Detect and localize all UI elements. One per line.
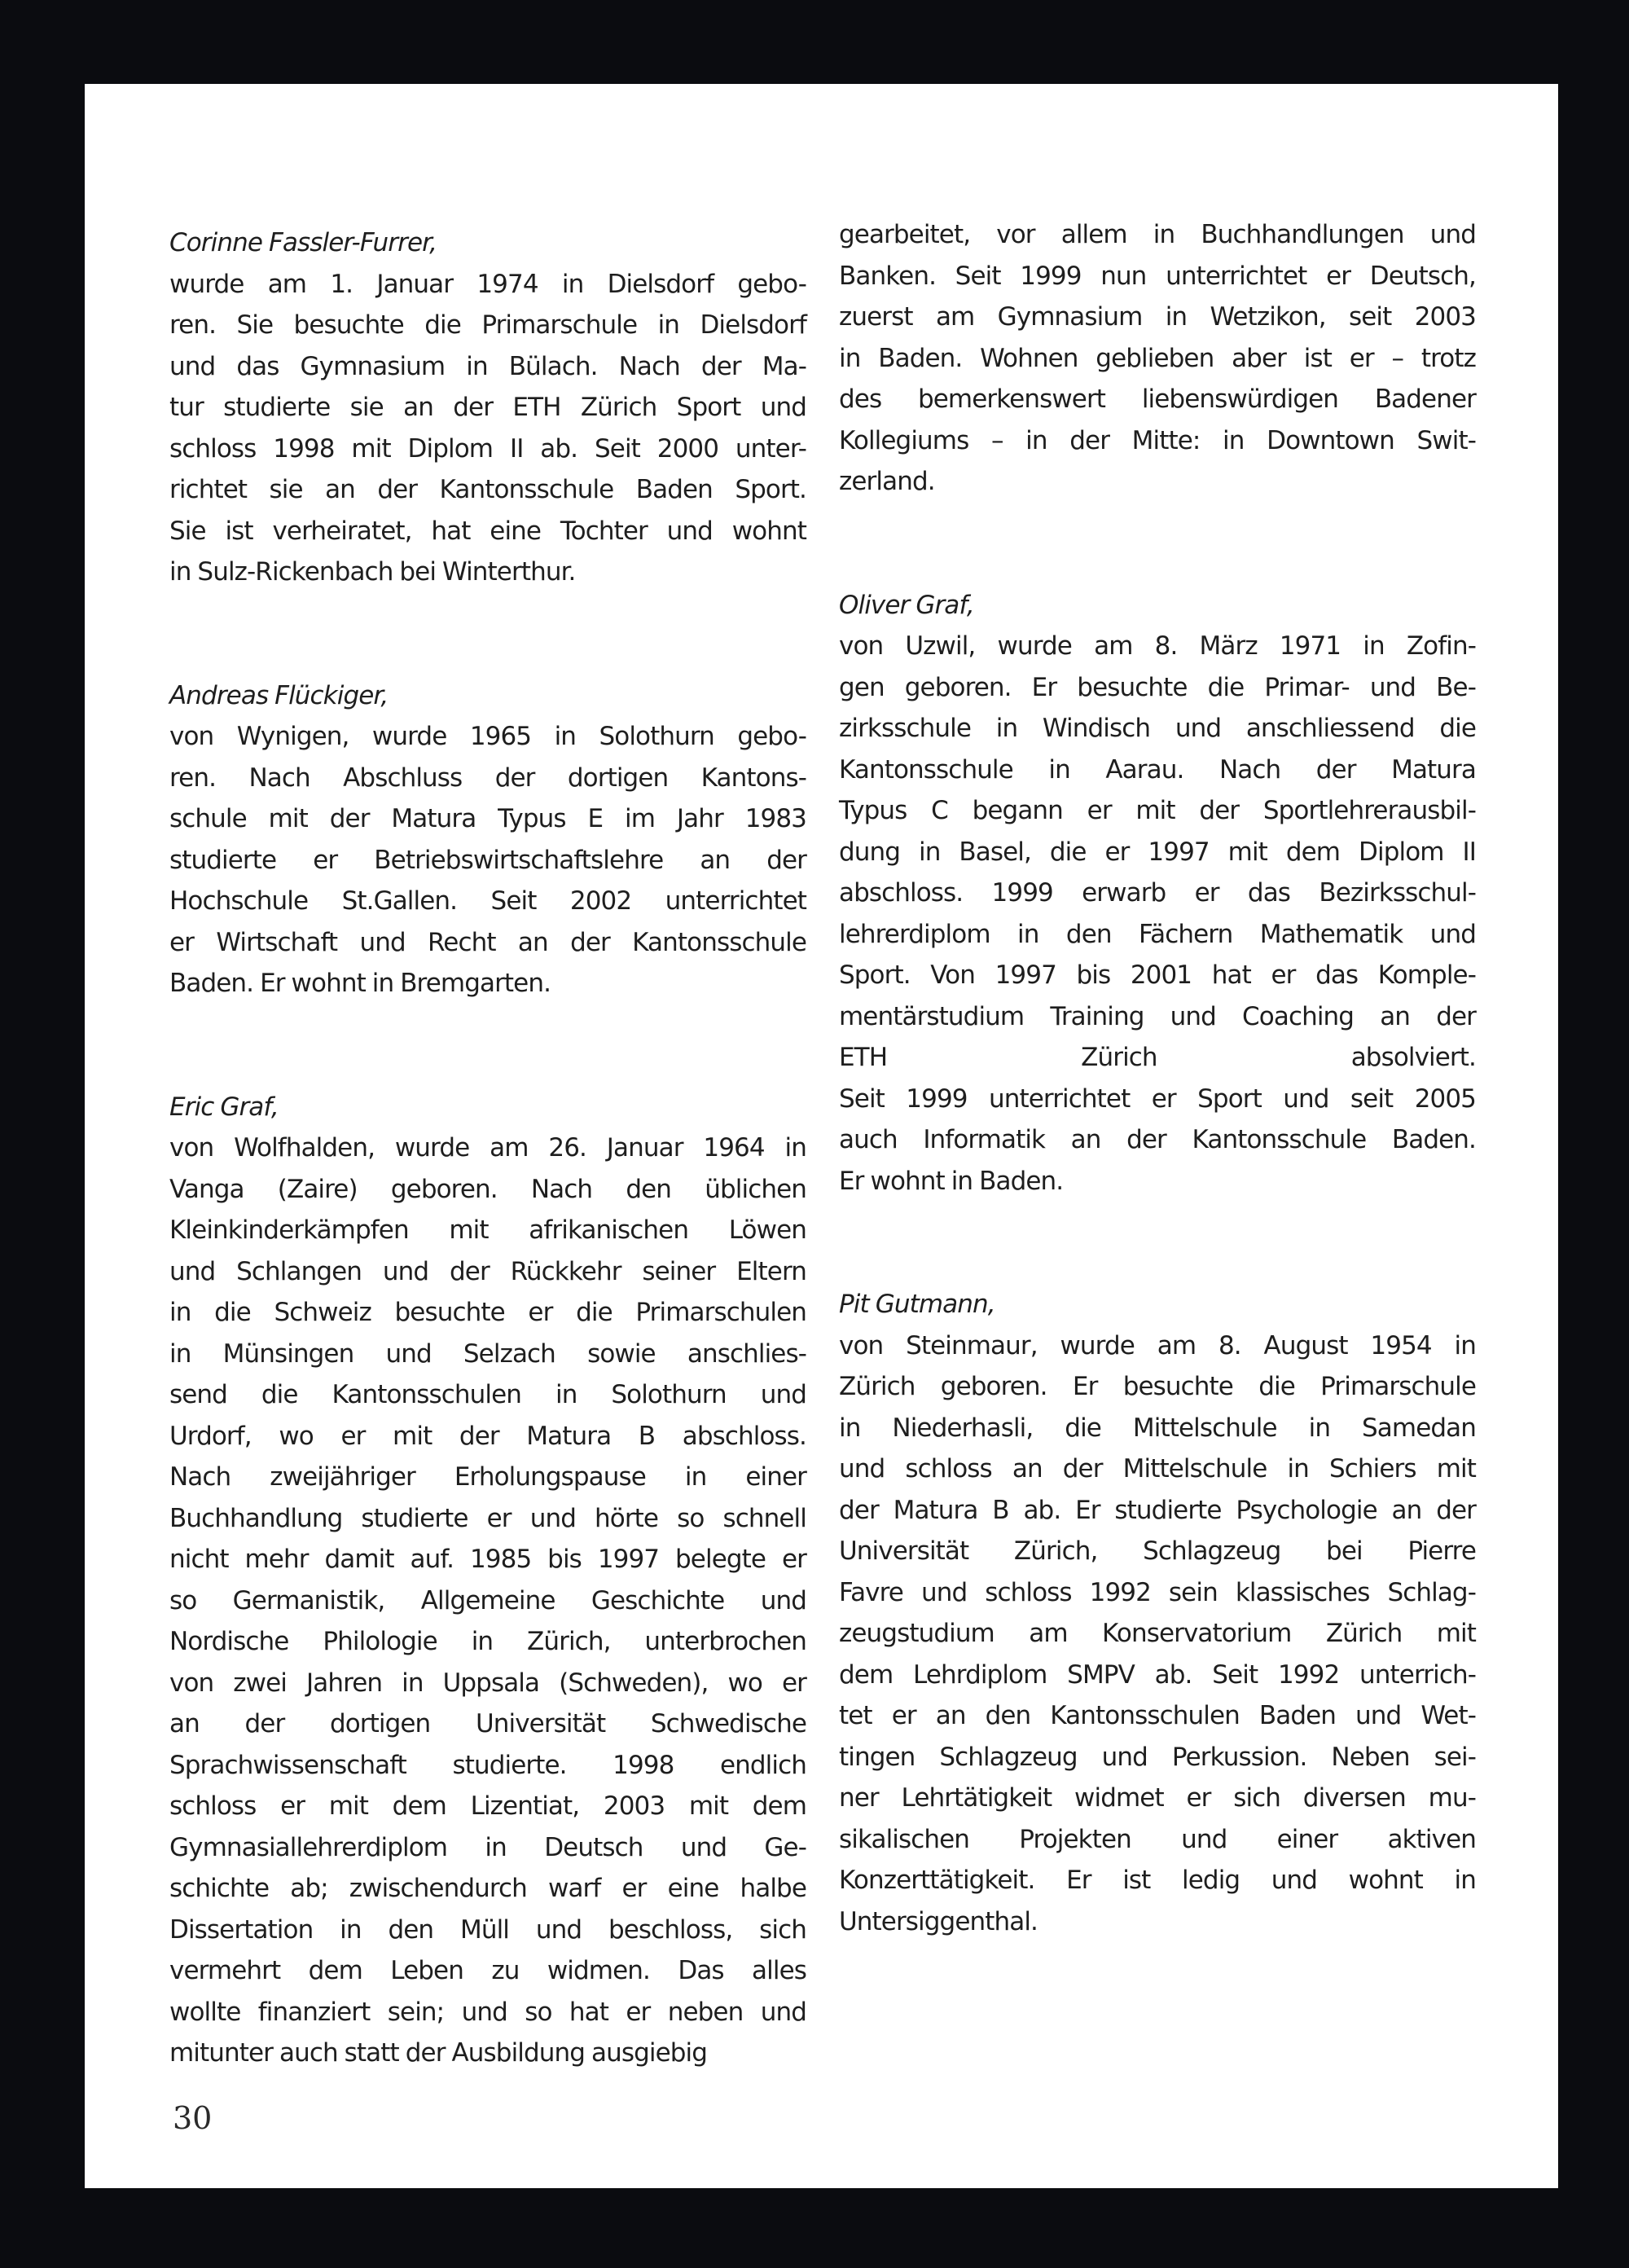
bio-text-line: tingen Schlagzeug und Perkussion. Neben sei- xyxy=(839,1742,1476,1772)
bio-text-line: Dissertation in den Müll und beschloss, sich xyxy=(169,1914,806,1945)
bio-text-line: des bemerkenswert liebenswürdigen Badener xyxy=(839,385,1476,414)
teacher-bio-continuation xyxy=(839,214,1476,503)
bio-text-line: ner Lehrtätigkeit widmet er sich diversen mu- xyxy=(839,1783,1476,1813)
bio-text-line: ren. Nach Abschluss der dortigen Kantons- xyxy=(169,763,806,793)
bio-text-line: zerland. xyxy=(839,467,935,496)
bio-text-line: an der dortigen Universität Schwedische xyxy=(169,1709,806,1738)
bio-text-line: so Germanistik, Allgemeine Geschichte und xyxy=(169,1585,806,1615)
bio-text-line: Sie ist verheiratet, hat eine Tochter und wohnt xyxy=(169,516,806,546)
bio-text-line: Banken. Seit 1999 nun unterrichtet er Deutsch, xyxy=(839,261,1476,291)
teacher-bio xyxy=(839,585,1476,1202)
bio-text-line: von Steinmaur, wurde am 8. August 1954 in xyxy=(839,1330,1476,1360)
bio-text-line: auch Informatik an der Kantonsschule Baden. xyxy=(839,1125,1476,1154)
bio-text-line: wollte finanziert sein; und so hat er neben und xyxy=(169,1997,806,2027)
bio-text-line: Buchhandlung studierte er und hörte so schnell xyxy=(169,1503,806,1533)
bio-text-line: Kantonsschule in Aarau. Nach der Matura xyxy=(839,754,1476,785)
bio-text-line: Er wohnt in Baden. xyxy=(839,1166,1064,1196)
bio-text-line: Konzerttätigkeit. Er ist ledig und wohnt in xyxy=(839,1866,1476,1895)
bio-text-line: mentärstudium Training und Coaching an der xyxy=(839,1001,1476,1031)
bio-text-line: zirksschule in Windisch und anschliessend die xyxy=(839,714,1476,743)
document-page xyxy=(85,84,1558,2188)
bio-text-line: lehrerdiplom in den Fächern Mathematik und xyxy=(839,919,1476,949)
bio-text-line: tur studierte sie an der ETH Zürich Sport und xyxy=(169,393,806,422)
teacher-name: Andreas Flückiger, xyxy=(169,680,389,710)
bio-text-line: der Matura B ab. Er studierte Psychologie an der xyxy=(839,1495,1476,1525)
bio-text-line: Universität Zürich, Schlagzeug bei Pierre xyxy=(839,1536,1476,1566)
bio-text-line: in Münsingen und Selzach sowie anschlies- xyxy=(169,1338,806,1369)
teacher-name: Pit Gutmann, xyxy=(839,1290,995,1319)
bio-text-line: richtet sie an der Kantonsschule Baden Sport. xyxy=(169,475,806,504)
teacher-bio xyxy=(169,1087,806,2074)
teacher-bio xyxy=(169,222,806,593)
bio-text-line: schichte ab; zwischendurch warf er eine halbe xyxy=(169,1874,806,1903)
bio-text-line: in Baden. Wohnen geblieben aber ist er – trotz xyxy=(839,343,1476,373)
teacher-bio xyxy=(839,1284,1476,1942)
bio-text-line: ren. Sie besuchte die Primarschule in Dielsdorf xyxy=(169,310,806,340)
bio-text-line: Nordische Philologie in Zürich, unterbrochen xyxy=(169,1627,806,1656)
bio-text-line: in Sulz-Rickenbach bei Winterthur. xyxy=(169,557,576,587)
bio-text-line: sikalischen Projekten und einer aktiven xyxy=(839,1824,1476,1854)
bio-text-line: und das Gymnasium in Bülach. Nach der Ma- xyxy=(169,351,806,381)
bio-text-line: Kollegiums – in der Mitte: in Downtown Swit- xyxy=(839,425,1476,455)
bio-text-line: von zwei Jahren in Uppsala (Schweden), wo er xyxy=(169,1668,806,1698)
bio-text-line: Favre und schloss 1992 sein klassisches Schlag- xyxy=(839,1577,1476,1607)
bio-text-line: Typus C begann er mit der Sportlehrerausbil- xyxy=(839,796,1476,825)
bio-text-line: send die Kantonsschulen in Solothurn und xyxy=(169,1380,806,1409)
bio-text-line: Urdorf, wo er mit der Matura B abschloss. xyxy=(169,1421,806,1451)
bio-text-line: Hochschule St.Gallen. Seit 2002 unterrichtet xyxy=(169,886,806,916)
bio-text-line: Baden. Er wohnt in Bremgarten. xyxy=(169,969,551,998)
bio-text-line: von Uzwil, wurde am 8. März 1971 in Zofin- xyxy=(839,631,1476,661)
bio-text-line: schloss 1998 mit Diplom II ab. Seit 2000 unter- xyxy=(169,433,806,464)
teacher-name: Corinne Fassler-Furrer, xyxy=(169,228,437,257)
bio-text-line: nicht mehr damit auf. 1985 bis 1997 belegte er xyxy=(169,1545,806,1574)
left-column xyxy=(169,222,806,2156)
bio-text-line: von Wynigen, wurde 1965 in Solothurn gebo- xyxy=(169,722,806,751)
bio-text-line: schule mit der Matura Typus E im Jahr 1983 xyxy=(169,804,806,833)
bio-text-line: studierte er Betriebswirtschaftslehre an der xyxy=(169,845,806,875)
page-number: 30 xyxy=(173,2100,213,2136)
bio-text-line: vermehrt dem Leben zu widmen. Das alles xyxy=(169,1956,806,1985)
bio-text-line: von Wolfhalden, wurde am 26. Januar 1964 in xyxy=(169,1133,806,1163)
teacher-bio xyxy=(169,675,806,1004)
bio-text-line: Sport. Von 1997 bis 2001 hat er das Komple- xyxy=(839,960,1476,990)
bio-text-line: abschloss. 1999 erwarb er das Bezirksschul- xyxy=(839,878,1476,908)
bio-text-line: in Niederhasli, die Mittelschule in Samedan xyxy=(839,1413,1476,1443)
bio-text-line: Gymnasiallehrerdiplom in Deutsch und Ge- xyxy=(169,1832,806,1862)
bio-text-line: Sprachwissenschaft studierte. 1998 endlich xyxy=(169,1750,806,1780)
bio-text-line: mitunter auch statt der Ausbildung ausgiebig xyxy=(169,2038,708,2068)
bio-text-line: gearbeitet, vor allem in Buchhandlungen und xyxy=(839,220,1476,249)
bio-text-line: ETH Zürich absolviert. xyxy=(839,1043,1476,1072)
bio-text-line: er Wirtschaft und Recht an der Kantonsschule xyxy=(169,927,806,957)
bio-text-line: Nach zweijähriger Erholungspause in einer xyxy=(169,1462,806,1492)
bio-text-line: in die Schweiz besuchte er die Primarschulen xyxy=(169,1298,806,1327)
bio-text-line: zeugstudium am Konservatorium Zürich mit xyxy=(839,1619,1476,1648)
teacher-name: Eric Graf, xyxy=(169,1092,279,1122)
bio-text-line: und schloss an der Mittelschule in Schiers mit xyxy=(839,1454,1476,1483)
bio-text-line: Kleinkinderkämpfen mit afrikanischen Löwen xyxy=(169,1215,806,1245)
bio-text-line: dung in Basel, die er 1997 mit dem Diplom II xyxy=(839,837,1476,867)
bio-text-line: dem Lehrdiplom SMPV ab. Seit 1992 unterrich- xyxy=(839,1659,1476,1690)
bio-text-line: und Schlangen und der Rückkehr seiner Eltern xyxy=(169,1256,806,1286)
bio-text-line: zuerst am Gymnasium in Wetzikon, seit 2003 xyxy=(839,302,1476,332)
bio-text-line: gen geboren. Er besuchte die Primar- und Be- xyxy=(839,672,1476,702)
bio-text-line: tet er an den Kantonsschulen Baden und Wet- xyxy=(839,1701,1476,1730)
bio-text-line: Vanga (Zaire) geboren. Nach den üblichen xyxy=(169,1174,806,1204)
bio-text-line: wurde am 1. Januar 1974 in Dielsdorf gebo- xyxy=(169,269,806,299)
bio-text-line: Zürich geboren. Er besuchte die Primarschule xyxy=(839,1372,1476,1401)
bio-text-line: Untersiggenthal. xyxy=(839,1906,1038,1936)
teacher-name: Oliver Graf, xyxy=(839,590,974,620)
bio-text-line: schloss er mit dem Lizentiat, 2003 mit dem xyxy=(169,1791,806,1821)
bio-text-line: Seit 1999 unterrichtet er Sport und seit 2005 xyxy=(839,1083,1476,1114)
right-column xyxy=(839,214,1476,2024)
